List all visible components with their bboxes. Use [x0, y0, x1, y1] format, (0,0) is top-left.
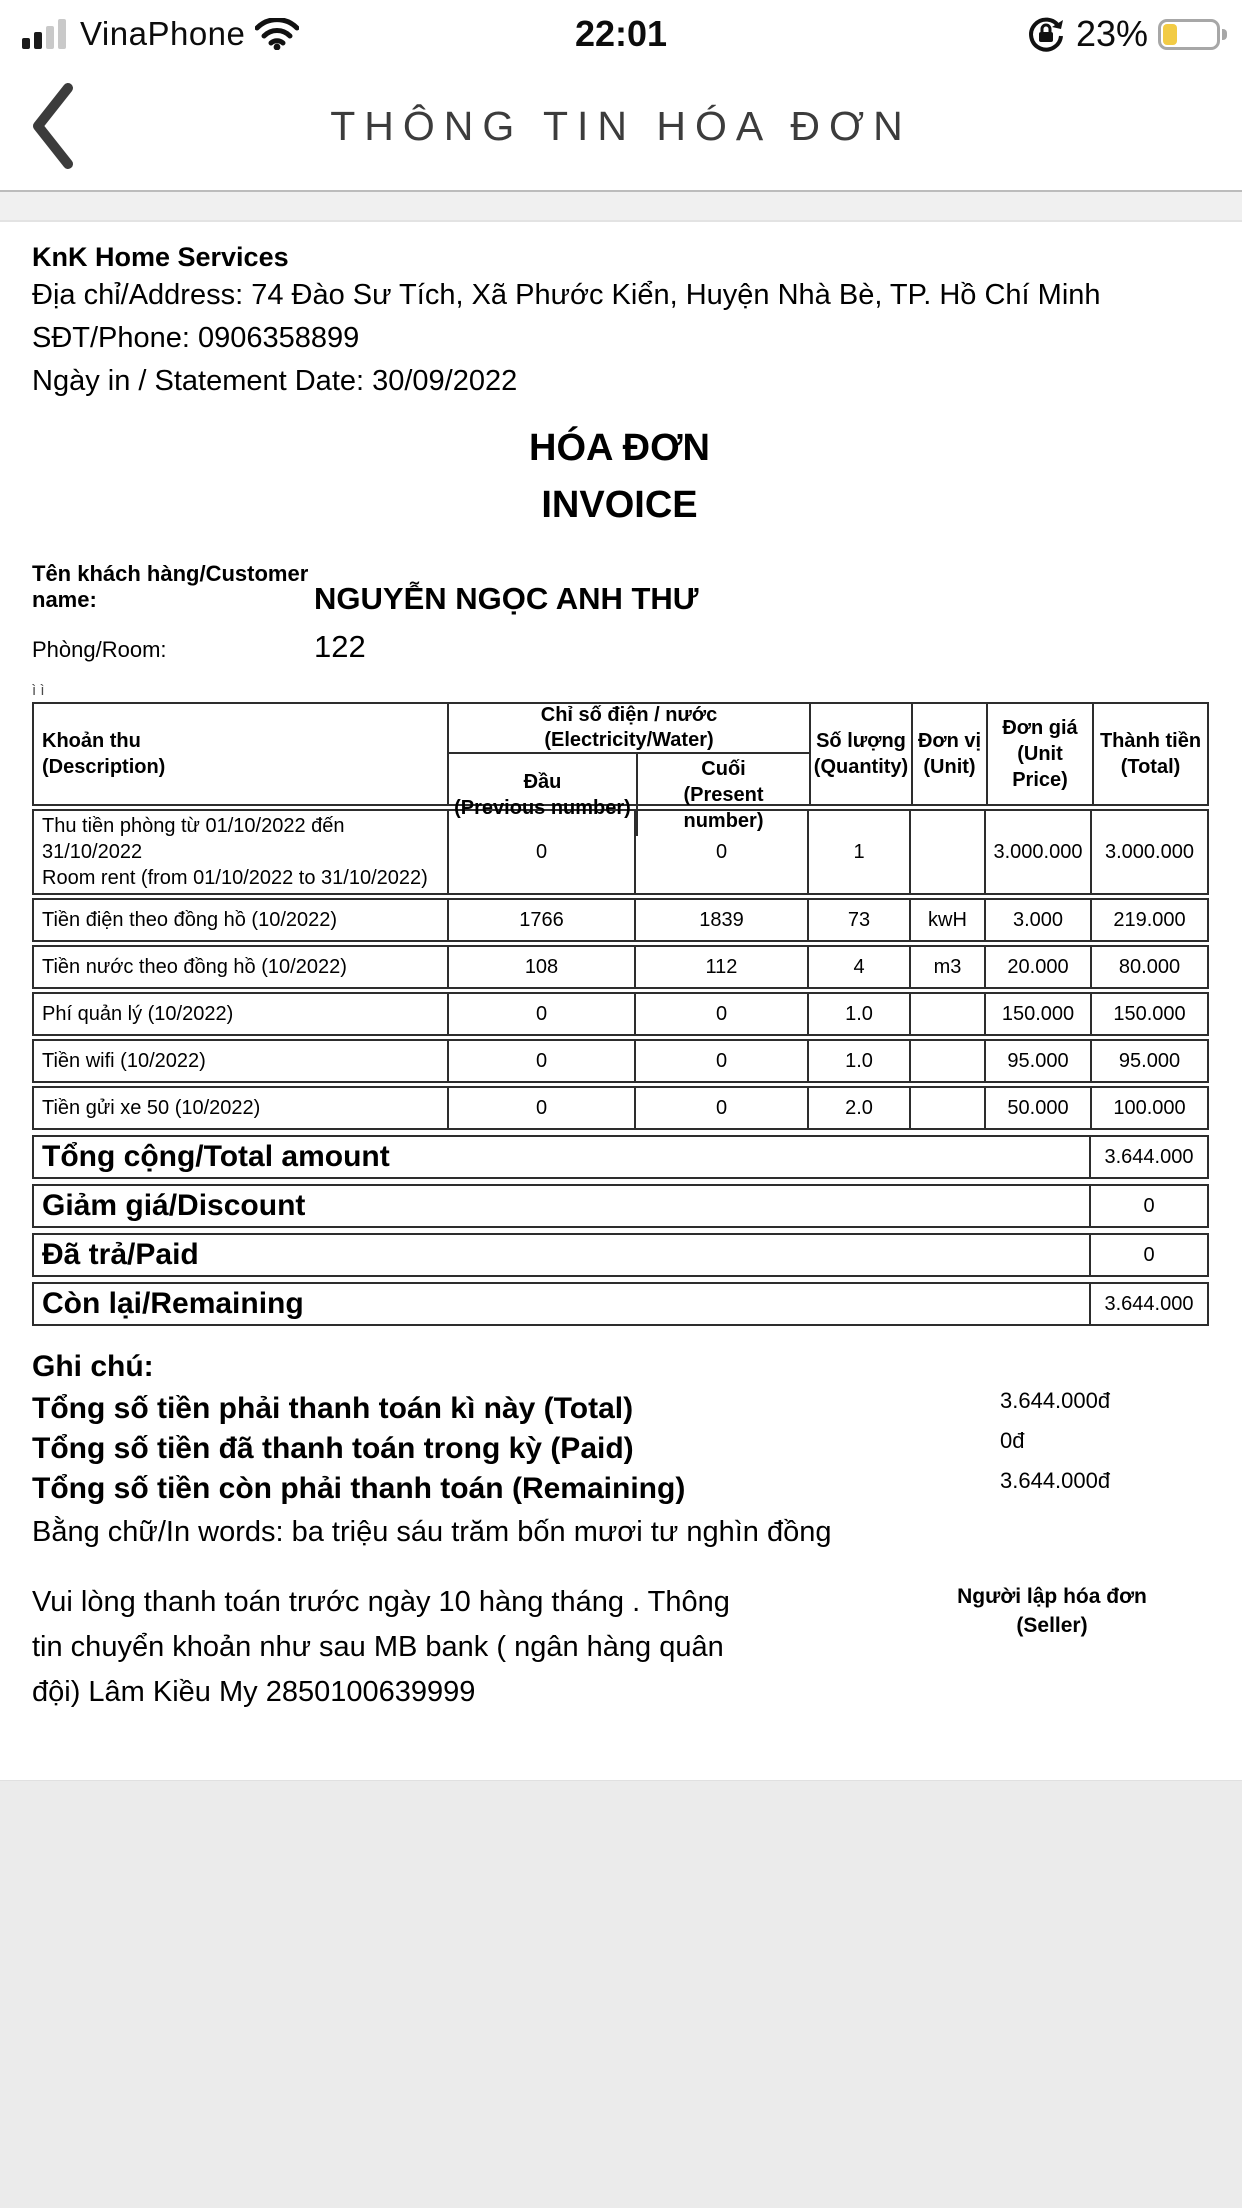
- row-previous: 1766: [447, 900, 634, 940]
- summary-row-remaining: [32, 1282, 1209, 1326]
- column-header-previous: Đầu (Previous number): [454, 771, 631, 819]
- column-header-unit-price: Đơn giá (Unit Price): [986, 704, 1092, 804]
- row-unit-price: 150.000: [984, 994, 1090, 1034]
- column-header-total: Thành tiền (Total): [1092, 704, 1207, 804]
- table-row: [32, 809, 1209, 895]
- invoice-title-vi: HÓA ĐƠN: [529, 427, 710, 469]
- column-header-quantity: Số lượng (Quantity): [809, 704, 911, 804]
- column-header-meter-group: [447, 704, 809, 832]
- customer-name: NGUYỄN NGỌC ANH THƯ: [314, 581, 699, 616]
- column-header-description: Khoản thu (Description): [42, 730, 166, 778]
- amount-in-words: Bằng chữ/In words: ba triệu sáu trăm bốn mươi tư nghìn đồng: [32, 1516, 832, 1548]
- row-present: 0: [634, 994, 807, 1034]
- row-unit: m3: [909, 947, 984, 987]
- row-unit: [909, 1041, 984, 1081]
- note-label: Tổng số tiền đã thanh toán trong kỳ (Paid): [32, 1432, 634, 1465]
- note-item-remaining: [32, 1468, 1207, 1506]
- table-row: [32, 992, 1209, 1036]
- row-description: Tiền điện theo đồng hồ (10/2022): [42, 909, 338, 931]
- summary-row-total-amount: [32, 1135, 1209, 1179]
- column-header-meter-title: Chỉ số điện / nước (Electricity/Water): [449, 704, 809, 754]
- seller-subtitle: (Seller): [1016, 1614, 1088, 1637]
- summary-value: 0: [1089, 1186, 1207, 1226]
- summary-row-discount: [32, 1184, 1209, 1228]
- stray-marks: ì ì: [32, 682, 45, 699]
- clock: 22:01: [574, 13, 668, 54]
- summary-label: Tổng cộng/Total amount: [42, 1140, 390, 1173]
- summary-row-paid: [32, 1233, 1209, 1277]
- row-total: 150.000: [1090, 994, 1207, 1034]
- row-total: 100.000: [1090, 1088, 1207, 1128]
- summary-label: Giảm giá/Discount: [42, 1189, 306, 1222]
- customer-label: Tên khách hàng/Customer name:: [32, 561, 309, 612]
- row-present: 112: [634, 947, 807, 987]
- note-amount: 3.644.000đ: [1000, 1388, 1111, 1413]
- row-total: 3.000.000: [1090, 811, 1207, 893]
- row-quantity: 1: [807, 811, 909, 893]
- note-label: Tổng số tiền phải thanh toán kì này (Total): [32, 1392, 634, 1425]
- table-row: [32, 945, 1209, 989]
- column-header-present: Cuối (Present number): [636, 754, 809, 836]
- row-unit: kwH: [909, 900, 984, 940]
- nav-bar: [0, 62, 1242, 190]
- row-description: Phí quản lý (10/2022): [42, 1003, 234, 1025]
- summary-value: 0: [1089, 1235, 1207, 1275]
- row-quantity: 1.0: [807, 994, 909, 1034]
- row-total: 95.000: [1090, 1041, 1207, 1081]
- row-total: 219.000: [1090, 900, 1207, 940]
- note-label: Tổng số tiền còn phải thanh toán (Remaining): [32, 1472, 686, 1505]
- invoice-title-en: INVOICE: [541, 484, 698, 526]
- row-quantity: 73: [807, 900, 909, 940]
- row-unit-price: 20.000: [984, 947, 1090, 987]
- row-unit: [909, 1088, 984, 1128]
- row-present: 0: [634, 1088, 807, 1128]
- toolbar-band: [0, 192, 1242, 222]
- column-header-unit: Đơn vị (Unit): [911, 704, 986, 804]
- row-previous: 0: [447, 1088, 634, 1128]
- row-quantity: 1.0: [807, 1041, 909, 1081]
- row-quantity: 2.0: [807, 1088, 909, 1128]
- payment-instructions: Vui lòng thanh toán trước ngày 10 hàng tháng . Thông tin chuyển khoản như sau MB bank ( ngân hàng quân đội) Lâm Kiều My 2850100639999: [32, 1586, 730, 1708]
- note-item-total: [32, 1388, 1207, 1426]
- carrier-label: VinaPhone: [80, 15, 246, 52]
- battery-icon: [1158, 19, 1220, 50]
- company-phone: SĐT/Phone: 0906358899: [32, 322, 360, 354]
- company-address: Địa chỉ/Address: 74 Đào Sư Tích, Xã Phước Kiển, Huyện Nhà Bè, TP. Hồ Chí Minh: [32, 279, 1101, 311]
- row-previous: 0: [447, 811, 634, 893]
- battery-percent-label: 23%: [1075, 13, 1148, 54]
- row-unit: [909, 994, 984, 1034]
- room-label: Phòng/Room:: [32, 637, 167, 662]
- company-name: KnK Home Services: [32, 242, 289, 272]
- scroll-background: [0, 1780, 1242, 2208]
- status-bar: [0, 0, 1242, 62]
- seller-title: Người lập hóa đơn: [957, 1585, 1147, 1608]
- row-unit-price: 95.000: [984, 1041, 1090, 1081]
- invoice-table-header: [32, 702, 1209, 832]
- notes-section: [32, 1348, 1207, 1550]
- status-right-cluster: [1026, 13, 1220, 55]
- customer-row: [32, 561, 1207, 617]
- document-footer: [32, 1580, 1207, 1780]
- summary-value: 3.644.000: [1089, 1284, 1207, 1324]
- row-previous: 0: [447, 1041, 634, 1081]
- row-unit-price: 3.000: [984, 900, 1090, 940]
- room-number: 122: [314, 629, 366, 664]
- summary-label: Đã trả/Paid: [42, 1238, 199, 1271]
- orientation-lock-icon: [1026, 14, 1066, 54]
- row-present: 1839: [634, 900, 807, 940]
- row-previous: 108: [447, 947, 634, 987]
- page-title: THÔNG TIN HÓA ĐƠN: [330, 102, 912, 149]
- invoice-document[interactable]: [0, 222, 1242, 1780]
- back-button[interactable]: [28, 76, 98, 176]
- row-total: 80.000: [1090, 947, 1207, 987]
- row-unit-price: 3.000.000: [984, 811, 1090, 893]
- row-description: Tiền wifi (10/2022): [42, 1050, 206, 1072]
- row-description: Thu tiền phòng từ 01/10/2022 đến 31/10/2022 Room rent (from 01/10/2022 to 31/10/2022): [42, 815, 428, 889]
- table-row: [32, 1086, 1209, 1130]
- chevron-left-icon: [28, 82, 76, 170]
- summary-label: Còn lại/Remaining: [42, 1287, 304, 1320]
- room-row: [32, 629, 1207, 667]
- note-amount: 3.644.000đ: [1000, 1468, 1111, 1493]
- row-quantity: 4: [807, 947, 909, 987]
- note-item-paid: [32, 1428, 1207, 1466]
- table-row: [32, 1039, 1209, 1083]
- row-present: 0: [634, 811, 807, 893]
- row-unit: [909, 811, 984, 893]
- notes-heading: Ghi chú:: [32, 1350, 154, 1383]
- summary-value: 3.644.000: [1089, 1137, 1207, 1177]
- row-previous: 0: [447, 994, 634, 1034]
- seller-signature-block: [912, 1582, 1192, 1640]
- row-description: Tiền nước theo đồng hồ (10/2022): [42, 956, 347, 978]
- row-description: Tiền gửi xe 50 (10/2022): [42, 1097, 261, 1119]
- table-row: [32, 898, 1209, 942]
- statement-date: Ngày in / Statement Date: 30/09/2022: [32, 365, 518, 397]
- row-unit-price: 50.000: [984, 1088, 1090, 1128]
- note-amount: 0đ: [1000, 1428, 1025, 1453]
- row-present: 0: [634, 1041, 807, 1081]
